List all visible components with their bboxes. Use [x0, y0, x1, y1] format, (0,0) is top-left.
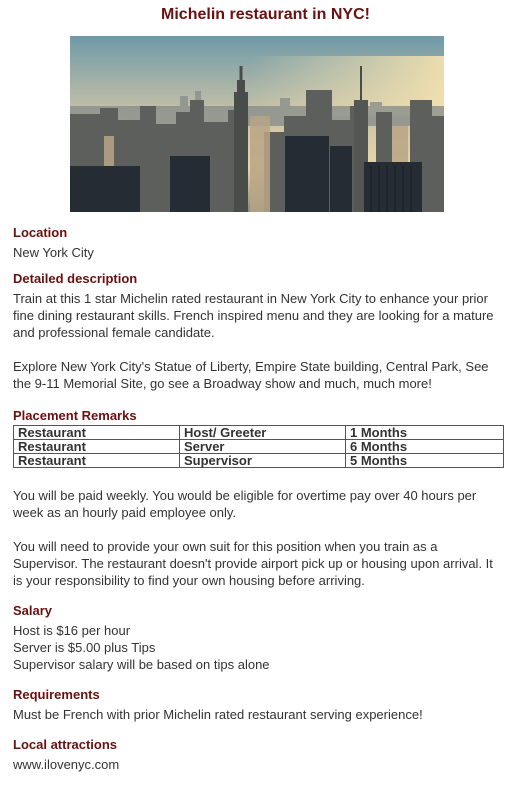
requirements-text: Must be French with prior Michelin rated restaurant serving experience! [13, 707, 423, 722]
salary-heading: Salary [13, 603, 53, 618]
table-cell: Restaurant [14, 426, 180, 440]
table-row [14, 426, 504, 440]
table-row [14, 454, 504, 468]
page-title: Michelin restaurant in NYC! [161, 6, 370, 23]
table-cell: Server [180, 440, 346, 454]
city-skyline-image [70, 36, 444, 212]
attractions-link[interactable]: www.ilovenyc.com [13, 757, 120, 772]
table-cell: 1 Months [346, 426, 504, 440]
salary-line: Supervisor salary will be based on tips alone [13, 657, 270, 672]
location-value: New York City [13, 245, 94, 260]
table-cell: Restaurant [14, 454, 180, 468]
attractions-heading: Local attractions [13, 737, 118, 752]
table-cell: Restaurant [14, 440, 180, 454]
salary-line: Server is $5.00 plus Tips [13, 640, 156, 655]
table-cell: Host/ Greeter [180, 426, 346, 440]
description-paragraph-2: Explore New York City's Statue of Liberty, Empire State building, Central Park, See the 9-11 Memorial Site, go see a Broadway show and much, much more! [13, 359, 489, 391]
table-cell: 5 Months [346, 454, 504, 468]
table-row [14, 440, 504, 454]
requirements-heading: Requirements [13, 687, 100, 702]
placement-table [13, 425, 504, 468]
salary-line: Host is $16 per hour [13, 623, 131, 638]
description-heading: Detailed description [13, 271, 138, 286]
listing-content [13, 225, 505, 773]
table-cell: 6 Months [346, 440, 504, 454]
description-paragraph-1: Train at this 1 star Michelin rated restaurant in New York City to enhance your prior fine dining restaurant skills. French inspired menu and they are looking for a mature and professional female candidate. [13, 291, 494, 340]
table-cell: Supervisor [180, 454, 346, 468]
location-heading: Location [13, 225, 68, 240]
placement-heading: Placement Remarks [13, 408, 137, 423]
pay-note: You will be paid weekly. You would be eligible for overtime pay over 40 hours per week as an hourly paid employee only. [13, 488, 477, 520]
housing-note: You will need to provide your own suit for this position when you train as a Supervisor. The restaurant doesn't provide airport pick up or housing upon arrival. It is your responsibility to find your own housing before arriving. [13, 539, 493, 588]
